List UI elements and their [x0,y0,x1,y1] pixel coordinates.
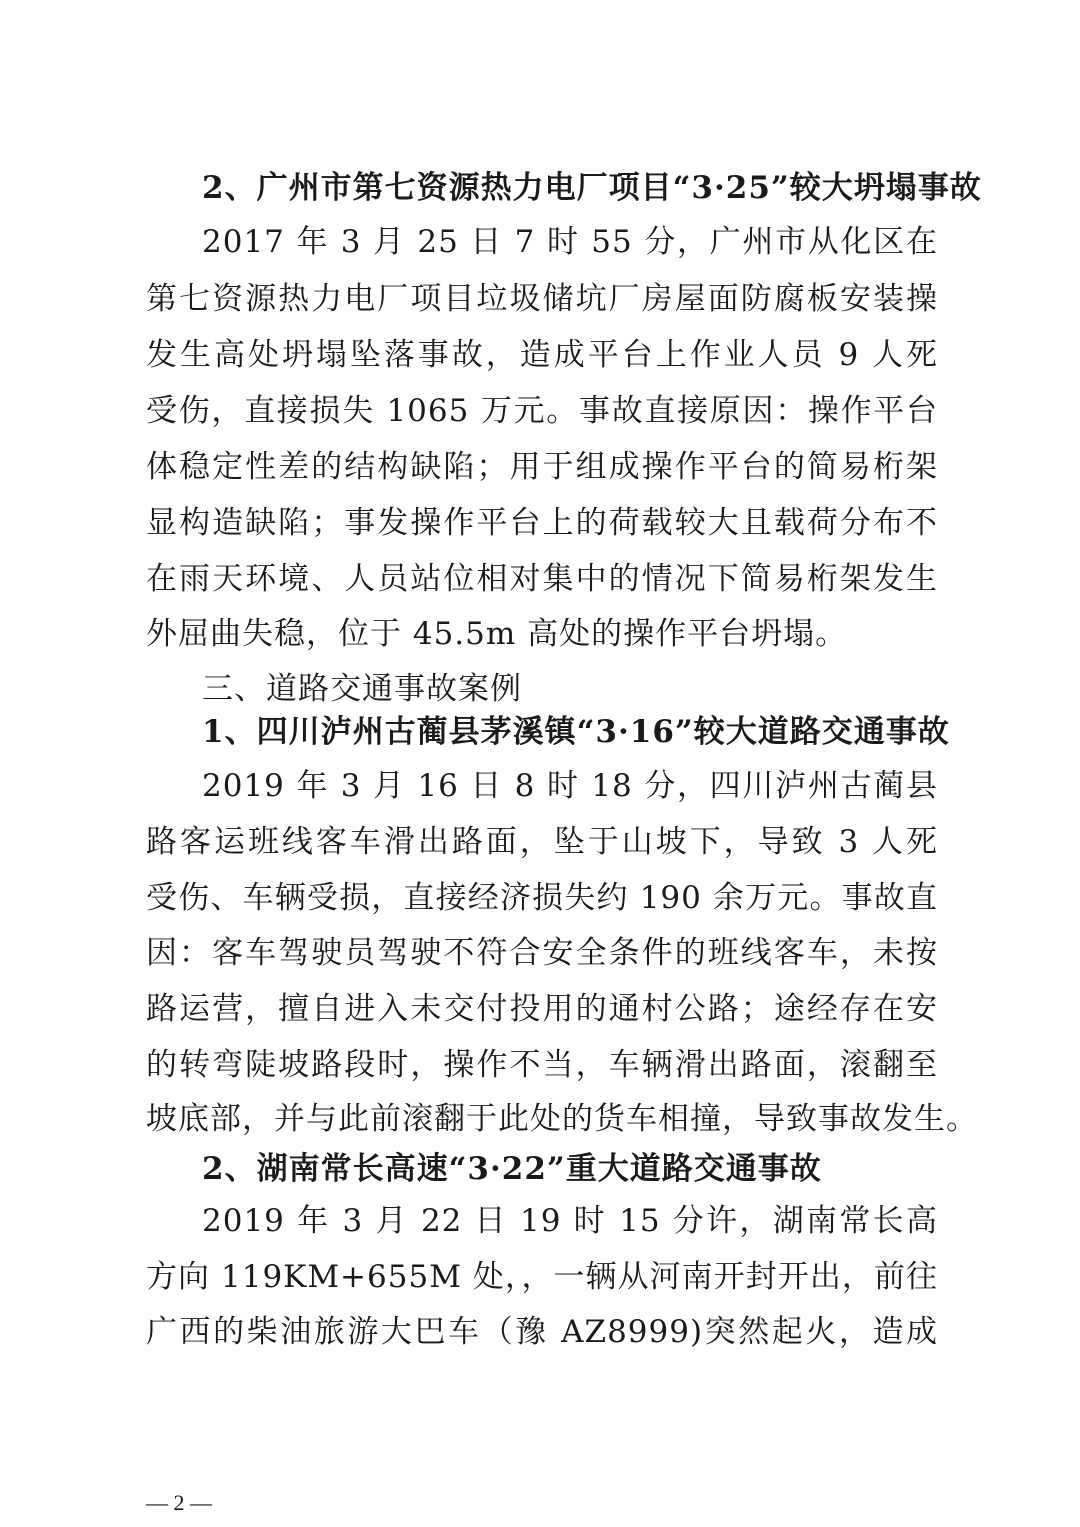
paragraph-line: 体稳定性差的结构缺陷；用于组成操作平台的简易桁架 [146,449,938,485]
paragraph-line: 发生高处坍塌坠落事故，造成平台上作业人员 9 人死 [146,337,938,373]
section-heading-guangzhou-collapse: 2、广州市第七资源热力电厂项目“3·25”较大坍塌事故 [202,170,982,206]
paragraph-line: 显构造缺陷；事发操作平台上的荷载较大且载荷分布不 [146,505,938,541]
paragraph-line: 外屈曲失稳，位于 45.5m 高处的操作平台坍塌。 [146,616,848,652]
section-heading-road-traffic: 三、道路交通事故案例 [202,671,522,707]
section-heading-sichuan-accident: 1、四川泸州古蔺县茅溪镇“3·16”较大道路交通事故 [202,714,950,750]
paragraph-line: 受伤、车辆受损，直接经济损失约 190 余万元。事故直 [146,880,938,916]
paragraph-line: 的转弯陡坡路段时，操作不当，车辆滑出路面，滚翻至 [146,1047,938,1083]
paragraph-line: 坡底部，并与此前滚翻于此处的货车相撞，导致事故发生。 [146,1101,978,1137]
page-number: — 2 — [146,1490,212,1515]
paragraph-line: 2019 年 3 月 16 日 8 时 18 分，四川泸州古蔺县 [202,768,938,804]
paragraph-line: 2019 年 3 月 22 日 19 时 15 分许，湖南常长高 [202,1203,938,1239]
paragraph-line: 因：客车驾驶员驾驶不符合安全条件的班线客车，未按 [146,935,938,971]
paragraph-line: 广西的柴油旅游大巴车（豫 AZ8999)突然起火，造成 [146,1314,938,1350]
paragraph-line: 第七资源热力电厂项目垃圾储坑厂房屋面防腐板安装操 [146,281,938,317]
paragraph-line: 路客运班线客车滑出路面，坠于山坡下，导致 3 人死 [146,824,938,860]
section-heading-hunan-accident: 2、湖南常长高速“3·22”重大道路交通事故 [202,1151,822,1187]
paragraph-line: 路运营，擅自进入未交付投用的通村公路；途经存在安 [146,991,938,1027]
paragraph-line: 受伤，直接损失 1065 万元。事故直接原因：操作平台 [146,393,938,429]
paragraph-line: 在雨天环境、人员站位相对集中的情况下简易桁架发生 [146,561,938,597]
paragraph-line: 2017 年 3 月 25 日 7 时 55 分，广州市从化区在 [202,224,938,260]
paragraph-line: 方向 119KM+655M 处，，一辆从河南开封开出，前往 [146,1259,938,1295]
